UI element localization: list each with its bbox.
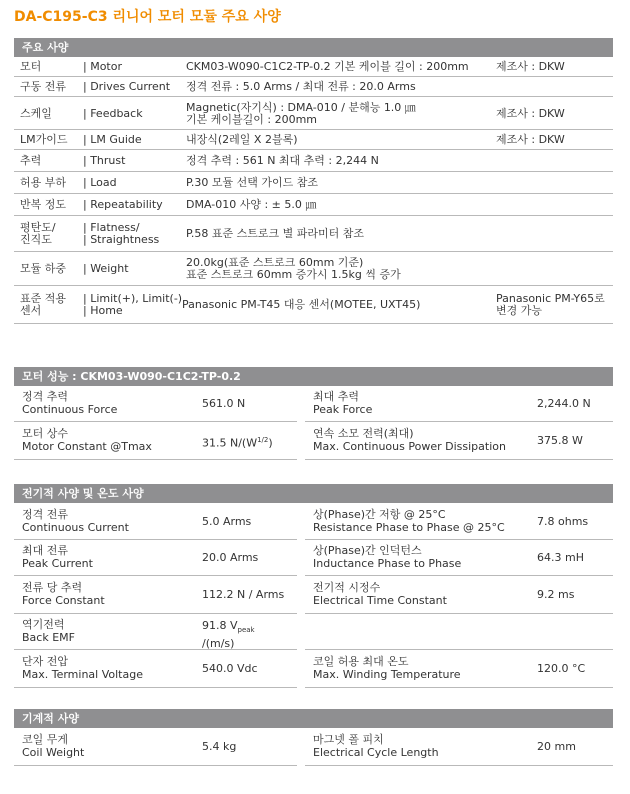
cell-label-en: Electrical Cycle Length bbox=[313, 746, 439, 759]
spec-value-line2: 기본 케이블길이 : 200mm bbox=[186, 113, 318, 126]
spec-cell bbox=[14, 576, 297, 614]
spec-row bbox=[14, 150, 613, 172]
spec-label-en: | Motor bbox=[83, 60, 122, 73]
spec-label-ko: LM가이드 bbox=[20, 133, 68, 146]
spec-label-en: | Load bbox=[83, 176, 117, 189]
spec-label-ko-line2: 센서 bbox=[20, 304, 42, 317]
spec-value: 20.0kg(표준 스트로크 60mm 기준) bbox=[186, 256, 364, 269]
spec-value: P.30 모듈 선택 가이드 참조 bbox=[186, 176, 319, 189]
spec-cell bbox=[305, 650, 613, 688]
spec-cell bbox=[305, 728, 613, 766]
cell-label-ko: 상(Phase)간 인덕턴스 bbox=[313, 544, 422, 557]
spec-label-en: | Thrust bbox=[83, 154, 126, 167]
cell-value-text: 2,244.0 N bbox=[537, 397, 591, 410]
cell-value-line2: /(m/s) bbox=[202, 637, 235, 651]
spec-cell bbox=[14, 503, 297, 540]
spec-cell bbox=[14, 386, 297, 422]
spec-label-en: | Limit(+), Limit(-) bbox=[83, 292, 183, 305]
cell-label-en: Max. Continuous Power Dissipation bbox=[313, 440, 506, 453]
spec-label-ko: 구동 전류 bbox=[20, 80, 67, 93]
spec-label-en: | Repeatability bbox=[83, 198, 163, 211]
cell-label-en: Force Constant bbox=[22, 594, 105, 607]
cell-label-ko: 전기적 시정수 bbox=[313, 581, 381, 594]
cell-label-ko: 정격 전류 bbox=[22, 508, 69, 521]
spec-cell bbox=[305, 614, 613, 650]
spec-value: P.58 표준 스트로크 별 파라미터 참조 bbox=[186, 227, 365, 240]
cell-value bbox=[537, 515, 588, 528]
electrical-header: 전기적 사양 및 온도 사양 bbox=[14, 484, 613, 503]
cell-label-ko: 최대 추력 bbox=[313, 390, 360, 403]
cell-label bbox=[22, 508, 129, 534]
cell-value-text: 9.2 ms bbox=[537, 588, 575, 601]
cell-value-tail: ) bbox=[268, 436, 273, 450]
cell-value bbox=[537, 397, 591, 410]
cell-label-en: Peak Current bbox=[22, 557, 93, 570]
spec-manufacturer: 제조사 : DKW bbox=[496, 107, 565, 120]
spec-cell bbox=[305, 422, 613, 460]
cell-value bbox=[202, 588, 284, 601]
cell-value bbox=[537, 662, 585, 675]
spec-label-en: | Feedback bbox=[83, 107, 143, 120]
cell-label bbox=[22, 544, 93, 570]
cell-value-text: 91.8 V bbox=[202, 619, 238, 632]
cell-label bbox=[22, 390, 117, 416]
cell-label bbox=[313, 544, 461, 570]
cell-label-en: Electrical Time Constant bbox=[313, 594, 447, 607]
cell-label-ko: 마그넷 폴 피치 bbox=[313, 733, 384, 746]
cell-label-en: Max. Winding Temperature bbox=[313, 668, 461, 681]
spec-label-ko: 평탄도/ bbox=[20, 221, 56, 234]
cell-label-en: Motor Constant @Tmax bbox=[22, 440, 152, 453]
cell-label bbox=[313, 427, 506, 453]
cell-label-en: Peak Force bbox=[313, 403, 373, 416]
spec-manufacturer: 제조사 : DKW bbox=[496, 60, 565, 73]
spec-cell bbox=[14, 614, 297, 650]
spec-label-ko: 모듈 하중 bbox=[20, 262, 67, 275]
spec-cell bbox=[14, 422, 297, 460]
cell-label-en: Inductance Phase to Phase bbox=[313, 557, 462, 570]
cell-value-text: 540.0 Vdc bbox=[202, 662, 258, 675]
main-spec-table bbox=[14, 57, 613, 324]
cell-value bbox=[537, 588, 574, 601]
cell-value-text: 112.2 N / Arms bbox=[202, 588, 285, 601]
spec-label-ko: 추력 bbox=[20, 154, 42, 167]
spec-label-ko-line2: 진직도 bbox=[20, 233, 52, 246]
spec-label-en-line2: | Home bbox=[83, 304, 123, 317]
spec-value: Panasonic PM-T45 대응 센서(MOTEE, UXT45) bbox=[182, 298, 421, 311]
spec-row bbox=[14, 57, 613, 77]
spec-row bbox=[14, 77, 613, 97]
cell-value-text: 31.5 N/(W bbox=[202, 436, 258, 450]
spec-label-en: | Weight bbox=[83, 262, 129, 275]
cell-label bbox=[22, 427, 152, 453]
cell-value bbox=[537, 434, 583, 447]
spec-cell bbox=[305, 503, 613, 540]
cell-value-text: 20.0 Arms bbox=[202, 551, 259, 564]
motor-perf-header: 모터 성능 : CKM03-W090-C1C2-TP-0.2 bbox=[14, 367, 613, 386]
spec-label-ko: 스케일 bbox=[20, 107, 52, 120]
spec-cell bbox=[305, 386, 613, 422]
cell-value bbox=[202, 397, 245, 410]
spec-label-ko: 반복 정도 bbox=[20, 198, 67, 211]
spec-label-ko: 허용 부하 bbox=[20, 176, 67, 189]
spec-label-ko: 모터 bbox=[20, 60, 42, 73]
cell-value bbox=[202, 619, 255, 650]
cell-value-text: 561.0 N bbox=[202, 397, 246, 410]
cell-label-ko: 전류 당 추력 bbox=[22, 581, 83, 594]
cell-label bbox=[313, 655, 461, 681]
cell-label bbox=[313, 508, 505, 534]
cell-label bbox=[313, 581, 447, 607]
cell-label bbox=[22, 733, 84, 759]
spec-value: CKM03-W090-C1C2-TP-0.2 기본 케이블 길이 : 200mm bbox=[186, 60, 469, 73]
cell-label-ko: 역기전력 bbox=[22, 618, 65, 631]
cell-label-en: Coil Weight bbox=[22, 746, 85, 759]
spec-manufacturer: Panasonic PM-Y65로 bbox=[496, 292, 605, 305]
cell-label bbox=[22, 655, 143, 681]
spec-row bbox=[14, 172, 613, 194]
cell-value bbox=[202, 515, 251, 528]
cell-value bbox=[537, 551, 584, 564]
cell-label-ko: 최대 전류 bbox=[22, 544, 69, 557]
cell-label-ko: 상(Phase)간 저항 @ 25°C bbox=[313, 508, 446, 521]
cell-value-text: 7.8 ohms bbox=[537, 515, 589, 528]
cell-value-text: 20 mm bbox=[537, 740, 576, 753]
spec-value: DMA-010 사양 : ± 5.0 ㎛ bbox=[186, 198, 317, 211]
mechanical-header: 기계적 사양 bbox=[14, 709, 613, 728]
spec-cell bbox=[305, 576, 613, 614]
spec-row bbox=[14, 252, 613, 286]
cell-value bbox=[202, 551, 258, 564]
spec-value: 정격 전류 : 5.0 Arms / 최대 전류 : 20.0 Arms bbox=[186, 80, 416, 93]
spec-manufacturer: 제조사 : DKW bbox=[496, 133, 565, 146]
cell-label bbox=[22, 618, 75, 644]
spec-value-line2: 표준 스트로크 60mm 증가시 1.5kg 씩 증가 bbox=[186, 268, 401, 281]
spec-value: 정격 추력 : 561 N 최대 추력 : 2,244 N bbox=[186, 154, 379, 167]
main-spec-header: 주요 사양 bbox=[14, 38, 613, 57]
cell-value-text: 5.4 kg bbox=[202, 740, 237, 753]
cell-label-en: Continuous Current bbox=[22, 521, 129, 534]
spec-label-en: | Drives Current bbox=[83, 80, 171, 93]
cell-label-ko: 연속 소모 전력(최대) bbox=[313, 427, 414, 440]
spec-cell bbox=[14, 728, 297, 766]
spec-label-ko: 표준 적용 bbox=[20, 292, 67, 305]
cell-value-text: 120.0 °C bbox=[537, 662, 586, 675]
spec-manufacturer-line2: 변경 가능 bbox=[496, 304, 543, 317]
cell-value bbox=[202, 662, 258, 675]
cell-value-text: 375.8 W bbox=[537, 434, 583, 447]
cell-label-ko: 모터 상수 bbox=[22, 427, 69, 440]
cell-value bbox=[202, 740, 236, 753]
spec-cell bbox=[14, 650, 297, 688]
cell-value bbox=[537, 740, 576, 753]
cell-label-en: Resistance Phase to Phase @ 25°C bbox=[313, 521, 505, 534]
page-title: DA-C195-C3 리니어 모터 모듈 주요 사양 bbox=[14, 9, 281, 25]
cell-value-sup: 1/2 bbox=[257, 436, 269, 444]
spec-value: Magnetic(자기식) : DMA-010 / 분해능 1.0 ㎛ bbox=[186, 101, 416, 114]
spec-row bbox=[14, 97, 613, 130]
spec-label-en: | LM Guide bbox=[83, 133, 142, 146]
spec-cell bbox=[305, 540, 613, 576]
cell-label-en: Max. Terminal Voltage bbox=[22, 668, 143, 681]
cell-label bbox=[313, 733, 439, 759]
cell-label-ko: 코일 허용 최대 온도 bbox=[313, 655, 409, 668]
cell-value-text: 5.0 Arms bbox=[202, 515, 252, 528]
cell-label bbox=[22, 581, 105, 607]
cell-label-ko: 단자 전압 bbox=[22, 655, 69, 668]
cell-label bbox=[313, 390, 372, 416]
cell-value-text: 64.3 mH bbox=[537, 551, 584, 564]
spec-row bbox=[14, 130, 613, 150]
spec-cell bbox=[14, 540, 297, 576]
cell-label-en: Back EMF bbox=[22, 631, 75, 644]
spec-row bbox=[14, 216, 613, 252]
cell-label-en: Continuous Force bbox=[22, 403, 118, 416]
spec-row bbox=[14, 194, 613, 216]
spec-label-en: | Flatness/ bbox=[83, 221, 140, 234]
spec-row bbox=[14, 286, 613, 324]
cell-value bbox=[202, 434, 273, 450]
cell-label-ko: 정격 추력 bbox=[22, 390, 69, 403]
cell-value-sub: peak bbox=[237, 626, 255, 635]
spec-label-en-line2: | Straightness bbox=[83, 233, 160, 246]
cell-label-ko: 코일 무게 bbox=[22, 733, 69, 746]
spec-value: 내장식(2레일 X 2블록) bbox=[186, 133, 298, 146]
